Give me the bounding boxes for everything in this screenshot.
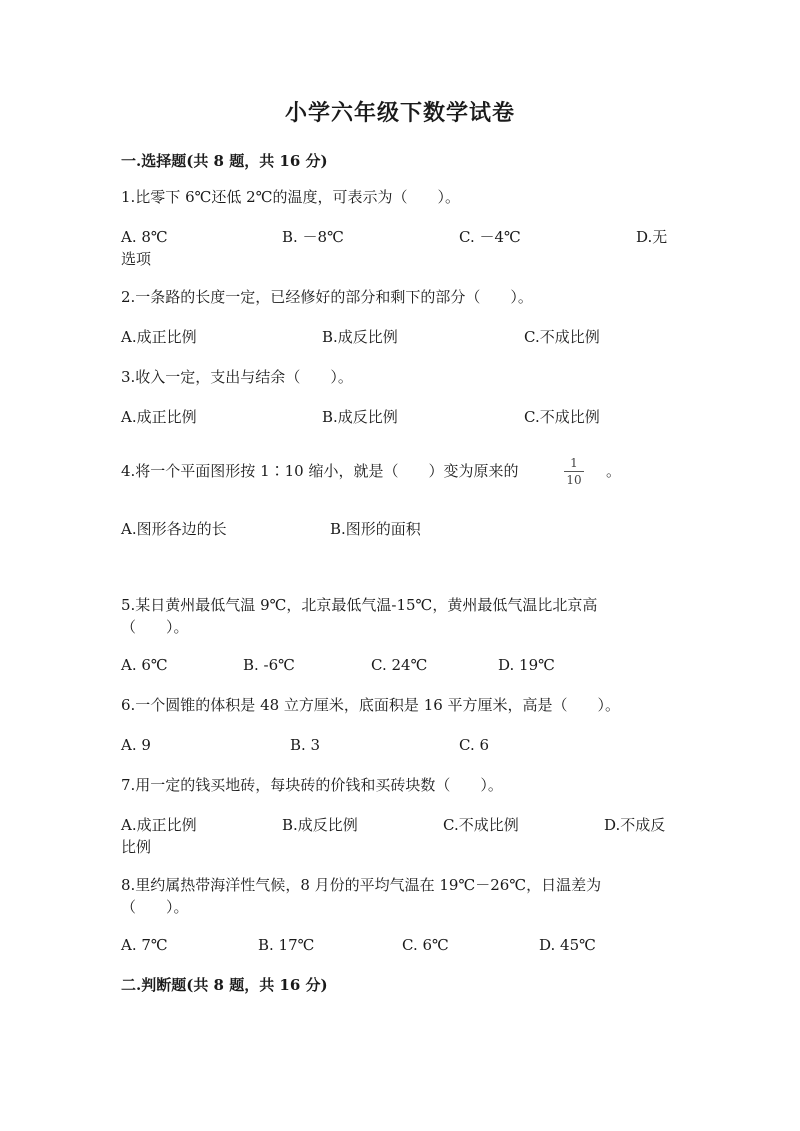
option-1d[interactable]: D.无	[636, 228, 668, 246]
option-5a[interactable]: A. 6℃	[121, 656, 168, 674]
question-2: 2.一条路的长度一定，已经修好的部分和剩下的部分（ ）。	[121, 288, 533, 306]
fraction-numerator: 1	[570, 456, 578, 470]
option-5b[interactable]: B. -6℃	[243, 656, 295, 674]
section-heading-choice: 一.选择题(共 8 题，共 16 分)	[121, 152, 328, 170]
option-1c[interactable]: C. －4℃	[459, 228, 521, 246]
option-3c[interactable]: C.不成比例	[524, 408, 600, 426]
question-4-tail: 。	[606, 462, 622, 480]
question-8-line2: （ ）。	[121, 898, 189, 916]
option-8c[interactable]: C. 6℃	[402, 936, 449, 954]
option-6c[interactable]: C. 6	[459, 736, 490, 754]
option-2a[interactable]: A.成正比例	[121, 328, 197, 346]
option-6b[interactable]: B. 3	[290, 736, 321, 754]
option-1b[interactable]: B. －8℃	[282, 228, 344, 246]
option-5c[interactable]: C. 24℃	[371, 656, 428, 674]
option-3b[interactable]: B.成反比例	[322, 408, 398, 426]
option-7d-wrap: 比例	[121, 838, 152, 856]
option-7c[interactable]: C.不成比例	[443, 816, 519, 834]
option-8a[interactable]: A. 7℃	[121, 936, 168, 954]
option-8b[interactable]: B. 17℃	[258, 936, 315, 954]
option-4a[interactable]: A.图形各边的长	[121, 520, 227, 538]
page-title: 小学六年级下数学试卷	[284, 100, 515, 126]
question-3: 3.收入一定，支出与结余（ ）。	[121, 368, 353, 386]
question-5-line2: （ ）。	[121, 618, 189, 636]
fraction-denominator: 10	[566, 473, 582, 487]
option-2c[interactable]: C.不成比例	[524, 328, 600, 346]
option-4b[interactable]: B.图形的面积	[330, 520, 421, 538]
question-6: 6.一个圆锥的体积是 48 立方厘米，底面积是 16 平方厘米，高是（ ）。	[121, 696, 621, 714]
question-5: 5.某日黄州最低气温 9℃，北京最低气温-15℃，黄州最低气温比北京高	[121, 596, 598, 614]
question-1: 1.比零下 6℃还低 2℃的温度，可表示为（ ）。	[121, 188, 460, 206]
fraction-bar	[564, 471, 584, 472]
fraction-one-tenth	[562, 456, 586, 487]
option-2b[interactable]: B.成反比例	[322, 328, 398, 346]
section-heading-judgement: 二.判断题(共 8 题，共 16 分)	[121, 976, 328, 994]
option-7b[interactable]: B.成反比例	[282, 816, 358, 834]
question-8: 8.里约属热带海洋性气候，8 月份的平均气温在 19℃－26℃，日温差为	[121, 876, 602, 894]
option-5d[interactable]: D. 19℃	[498, 656, 555, 674]
option-7a[interactable]: A.成正比例	[121, 816, 197, 834]
option-1a[interactable]: A. 8℃	[121, 228, 168, 246]
option-6a[interactable]: A. 9	[121, 736, 151, 754]
question-7: 7.用一定的钱买地砖，每块砖的价钱和买砖块数（ ）。	[121, 776, 503, 794]
option-1d-wrap: 选项	[121, 250, 152, 268]
option-8d[interactable]: D. 45℃	[539, 936, 596, 954]
question-4: 4.将一个平面图形按 1∶10 缩小，就是（ ）变为原来的	[121, 462, 519, 480]
option-7d[interactable]: D.不成反	[604, 816, 666, 834]
option-3a[interactable]: A.成正比例	[121, 408, 197, 426]
